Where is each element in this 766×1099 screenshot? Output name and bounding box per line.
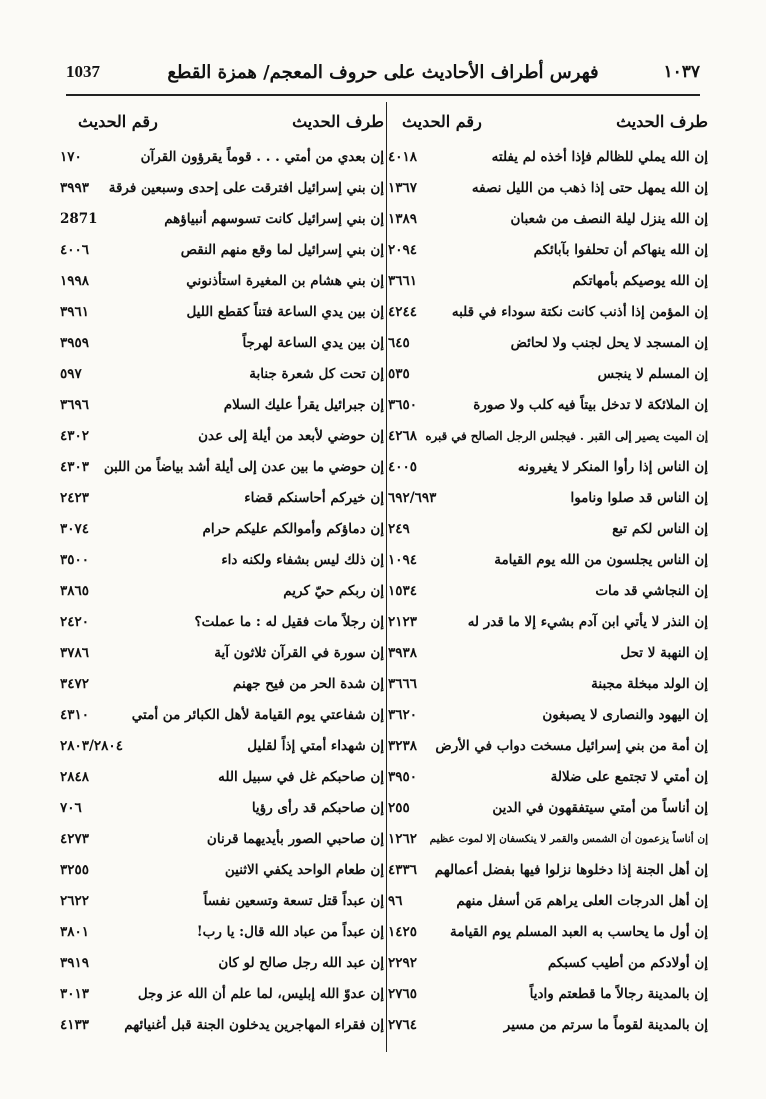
hadith-start-text: إن سورة في القرآن ثلاثون آية (214, 645, 384, 661)
hadith-start-text: إن بني إسرائيل افترقت على إحدى وسبعين فرقة (108, 180, 384, 196)
hadith-number: ٣٩٦١ (60, 304, 90, 320)
hadith-number: ٣٨٠١ (60, 924, 90, 940)
hadith-number: ٦٤٥ (388, 335, 410, 351)
hadith-number: ٣٨٦٥ (60, 583, 90, 599)
hadith-number: ٣٢٥٥ (60, 862, 90, 878)
page-number-latin: 1037 (66, 62, 100, 81)
index-row (378, 297, 708, 328)
index-row (54, 793, 384, 824)
hadith-start-text: إن النذر لا يأتي ابن آدم بشيء إلا ما قدر له (467, 614, 708, 630)
hadith-number: ٣٦٦٦ (388, 676, 418, 692)
column-header (54, 112, 384, 142)
hadith-start-text: إن تحت كل شعرة جنابة (249, 366, 384, 382)
page-number-arabic: ١٠٣٧ (663, 62, 700, 82)
index-row (54, 514, 384, 545)
hadith-number: ٢٤٢٣ (60, 490, 90, 506)
hadith-number: ٢٥٥ (388, 800, 410, 816)
hadith-start-text: إن أناساً من أمتي سيتفقهون في الدين (492, 800, 708, 816)
index-row (54, 948, 384, 979)
hadith-start-text: إن ربكم حيّ كريم (283, 583, 384, 599)
hadith-start-text: إن دماؤكم وأموالكم عليكم حرام (202, 521, 384, 537)
index-row (54, 700, 384, 731)
index-row (54, 638, 384, 669)
hadith-number: ١٧٠ (60, 149, 82, 165)
index-row (378, 824, 708, 855)
hadith-number: ٥٩٧ (60, 366, 82, 382)
index-row (54, 762, 384, 793)
hadith-start-text: إن صاحبي الصور بأيديهما قرنان (206, 831, 384, 847)
hadith-start-text: إن خيركم أحاسنكم قضاء (244, 490, 384, 506)
hadith-number: ٤٢٧٣ (60, 831, 90, 847)
index-row (54, 173, 384, 204)
left-column (54, 112, 384, 1041)
head-hadith-number: رقم الحديث (78, 112, 158, 131)
index-row (378, 669, 708, 700)
hadith-start-text: إن الناس قد صلوا وناموا (570, 490, 708, 506)
index-row (378, 917, 708, 948)
index-row (54, 297, 384, 328)
head-hadith-number: رقم الحديث (402, 112, 482, 131)
hadith-start-text: إن الله يوصيكم بأمهاتكم (572, 273, 708, 289)
index-row (378, 948, 708, 979)
hadith-start-text: إن الملائكة لا تدخل بيتاً فيه كلب ولا صورة (473, 397, 708, 413)
index-row (378, 762, 708, 793)
index-row (378, 576, 708, 607)
hadith-number: ١٣٦٧ (388, 180, 418, 196)
index-row (54, 979, 384, 1010)
hadith-number: ٣٩٥٠ (388, 769, 418, 785)
hadith-number: ٣٩٩٣ (60, 180, 90, 196)
index-row (378, 855, 708, 886)
hadith-start-text: إن المسجد لا يحل لجنب ولا لحائض (510, 335, 708, 351)
hadith-number: ٤١٣٣ (60, 1017, 90, 1033)
hadith-start-text: إن بالمدينة لقوماً ما سرتم من مسير (503, 1017, 708, 1033)
index-row (378, 204, 708, 235)
hadith-start-text: إن شدة الحر من فيح جهنم (232, 676, 384, 692)
index-row (378, 390, 708, 421)
hadith-start-text: إن بني إسرائيل لما وقع منهم النقص (180, 242, 384, 258)
index-row (54, 142, 384, 173)
index-row (54, 235, 384, 266)
hadith-number: ٥٣٥ (388, 366, 410, 382)
hadith-number: ٢٨٤٨ (60, 769, 90, 785)
hadith-number: ١٣٨٩ (388, 211, 418, 227)
index-row (378, 1010, 708, 1041)
hadith-number: ١٩٩٨ (60, 273, 90, 289)
hadith-number: ٤٣٣٦ (388, 862, 418, 878)
index-row (54, 917, 384, 948)
hadith-start-text: إن عبد الله رجل صالح لو كان (218, 955, 384, 971)
head-hadith-start: طرف الحديث (616, 112, 708, 131)
hadith-number: ٢٧٦٥ (388, 986, 418, 1002)
hadith-start-text: إن رجلاً مات فقيل له : ما عملت؟ (194, 614, 384, 630)
hadith-number: ٣٩٣٨ (388, 645, 418, 661)
hadith-start-text: إن الناس يجلسون من الله يوم القيامة (494, 552, 708, 568)
hadith-start-text: إن الله ينزل ليلة النصف من شعبان (510, 211, 708, 227)
hadith-start-text: إن أهل الجنة إذا دخلوها نزلوا فيها بفضل أعمالهم (434, 862, 708, 878)
index-row (54, 359, 384, 390)
hadith-number: ٣٠٧٤ (60, 521, 90, 537)
hadith-number: ٢٦٢٢ (60, 893, 90, 909)
hadith-start-text: إن شهداء أمتي إذاً لقليل (247, 738, 384, 754)
hadith-start-text: إن الولد مبخلة مجبنة (591, 676, 708, 692)
hadith-number: ٣٩٥٩ (60, 335, 90, 351)
index-row (54, 266, 384, 297)
hadith-number: ٢٨٠٣/٢٨٠٤ (60, 738, 123, 754)
hadith-start-text: إن عبداً من عباد الله قال: يا رب! (196, 924, 384, 940)
index-row (378, 142, 708, 173)
hadith-start-text: إن بين يدي الساعة لهرجاً (242, 335, 384, 351)
hadith-number: ٢١٢٣ (388, 614, 418, 630)
index-row (54, 1010, 384, 1041)
hadith-number: ٣٦٩٦ (60, 397, 90, 413)
index-row (378, 700, 708, 731)
hadith-number: ١٤٢٥ (388, 924, 418, 940)
hadith-start-text: إن ذلك ليس بشفاء ولكنه داء (221, 552, 384, 568)
hadith-start-text: إن جبرائيل يقرأ عليك السلام (223, 397, 384, 413)
hadith-number: ٤٣٠٢ (60, 428, 90, 444)
page-title: فهرس أطراف الأحاديث على حروف المعجم/ همزة القطع (167, 62, 599, 83)
head-hadith-start: طرف الحديث (292, 112, 384, 131)
hadith-number: ١٢٦٢ (388, 831, 418, 847)
hadith-number: ٤٣١٠ (60, 707, 90, 723)
index-row (54, 328, 384, 359)
hadith-start-text: إن حوضي ما بين عدن إلى أيلة أشد بياضاً من اللبن (103, 460, 384, 475)
hadith-number: ٣٦٦١ (388, 273, 418, 289)
hadith-start-text: إن النهبة لا تحل (620, 645, 708, 661)
index-row (378, 979, 708, 1010)
hadith-start-text: إن أمتي لا تجتمع على ضلالة (550, 769, 708, 785)
hadith-start-text: إن بني هشام بن المغيرة استأذنوني (186, 273, 384, 289)
hadith-number: ٤٠١٨ (388, 149, 418, 165)
hadith-start-text: إن بين يدي الساعة فتناً كقطع الليل (186, 304, 384, 320)
hadith-number: ٣٩١٩ (60, 955, 90, 971)
hadith-number: ٧٠٦ (60, 800, 82, 816)
hadith-number: ٢٤٢٠ (60, 614, 90, 630)
index-row (54, 452, 384, 483)
hadith-start-text: إن حوضي لأبعد من أيلة إلى عدن (198, 428, 384, 444)
hadith-number: ٤٠٠٥ (388, 459, 418, 475)
hadith-start-text: إن المسلم لا ينجس (597, 366, 708, 382)
index-row (54, 576, 384, 607)
page-header (66, 62, 700, 96)
hadith-number: ٩٦ (388, 893, 403, 909)
index-row (378, 731, 708, 762)
hadith-start-text: إن بالمدينة رجالاً ما قطعتم وادياً (529, 986, 708, 1002)
hadith-start-text: إن الله ينهاكم أن تحلفوا بآبائكم (533, 242, 708, 258)
hadith-start-text: إن أمة من بني إسرائيل مسخت دواب في الأرض (435, 738, 708, 754)
hadith-number: 2871 (60, 211, 98, 227)
hadith-start-text: إن صاحبكم قد رأى رؤيا (251, 800, 384, 816)
hadith-start-text: إن أهل الدرجات العلى يراهم مَن أسفل منهم (456, 893, 708, 909)
hadith-number: ٣٥٠٠ (60, 552, 90, 568)
hadith-start-text: إن شفاعتي يوم القيامة لأهل الكبائر من أمتي (131, 707, 384, 723)
hadith-number: ٤٢٦٨ (388, 428, 418, 444)
hadith-start-text: إن المؤمن إذا أذنب كانت نكتة سوداء في قلبه (451, 304, 708, 320)
hadith-number: ١٥٣٤ (388, 583, 418, 599)
index-row (378, 421, 708, 452)
index-row (378, 328, 708, 359)
hadith-number: ١٠٩٤ (388, 552, 418, 568)
index-row (378, 607, 708, 638)
hadith-start-text: إن الناس لكم تبع (612, 521, 708, 537)
hadith-start-text: إن فقراء المهاجرين يدخلون الجنة قبل أغنيائهم (124, 1017, 384, 1033)
hadith-start-text: إن اليهود والنصارى لا يصبغون (542, 707, 708, 723)
hadith-number: ٢٠٩٤ (388, 242, 418, 258)
hadith-start-text: إن الله يملي للظالم فإذا أخذه لم يفلته (491, 149, 708, 165)
index-row (54, 421, 384, 452)
hadith-start-text: إن الميت يصير إلى القبر . فيجلس الرجل الصالح في قبره (425, 429, 708, 443)
hadith-number: ٤٣٠٣ (60, 459, 90, 475)
hadith-start-text: إن عدوّ الله إبليس، لما علم أن الله عز وجل (137, 986, 384, 1002)
index-row (54, 545, 384, 576)
hadith-number: ٢٢٩٢ (388, 955, 418, 971)
index-row (54, 483, 384, 514)
index-row (378, 514, 708, 545)
hadith-start-text: إن عبداً قتل تسعة وتسعين نفساً (203, 893, 384, 909)
index-row (54, 886, 384, 917)
hadith-start-text: إن أول ما يحاسب به العبد المسلم يوم القيامة (450, 924, 708, 940)
index-row (54, 855, 384, 886)
hadith-start-text: إن طعام الواحد يكفي الاثنين (224, 862, 384, 878)
hadith-start-text: إن أناساً يزعمون أن الشمس والقمر لا ينكسفان إلا لموت عظيم (429, 833, 708, 845)
hadith-number: ٣٠١٣ (60, 986, 90, 1002)
hadith-start-text: إن الناس إذا رأوا المنكر لا يغيرونه (517, 459, 708, 475)
index-row (378, 359, 708, 390)
index-row (378, 235, 708, 266)
hadith-number: ٣٦٥٠ (388, 397, 418, 413)
index-row (378, 886, 708, 917)
index-row (378, 483, 708, 514)
hadith-number: ٢٤٩ (388, 521, 410, 537)
index-row (54, 824, 384, 855)
hadith-number: ٣٢٣٨ (388, 738, 418, 754)
hadith-number: ٣٤٧٢ (60, 676, 90, 692)
hadith-start-text: إن بني إسرائيل كانت تسوسهم أنبياؤهم (164, 211, 384, 227)
index-row (378, 266, 708, 297)
index-row (378, 638, 708, 669)
index-row (54, 204, 384, 235)
index-row (378, 452, 708, 483)
right-column (378, 112, 708, 1041)
hadith-number: ٣٧٨٦ (60, 645, 90, 661)
hadith-start-text: إن النجاشي قد مات (595, 583, 708, 599)
index-row (378, 793, 708, 824)
index-row (54, 669, 384, 700)
index-row (378, 545, 708, 576)
header-rule (66, 94, 700, 96)
hadith-number: ٤٠٠٦ (60, 242, 90, 258)
index-row (54, 731, 384, 762)
hadith-start-text: إن أولادكم من أطيب كسبكم (547, 955, 708, 971)
index-row (378, 173, 708, 204)
hadith-number: ٤٢٤٤ (388, 304, 418, 320)
hadith-number: ٢٧٦٤ (388, 1017, 418, 1033)
column-header (378, 112, 708, 142)
hadith-start-text: إن صاحبكم غل في سبيل الله (218, 769, 384, 785)
hadith-number: ٣٦٢٠ (388, 707, 418, 723)
hadith-number: ٦٩٢/٦٩٣ (388, 490, 437, 506)
index-row (54, 607, 384, 638)
hadith-start-text: إن الله يمهل حتى إذا ذهب من الليل نصفه (471, 180, 708, 196)
index-row (54, 390, 384, 421)
hadith-start-text: إن بعدي من أمتي . . . قوماً يقرؤون القرآن (140, 149, 384, 165)
